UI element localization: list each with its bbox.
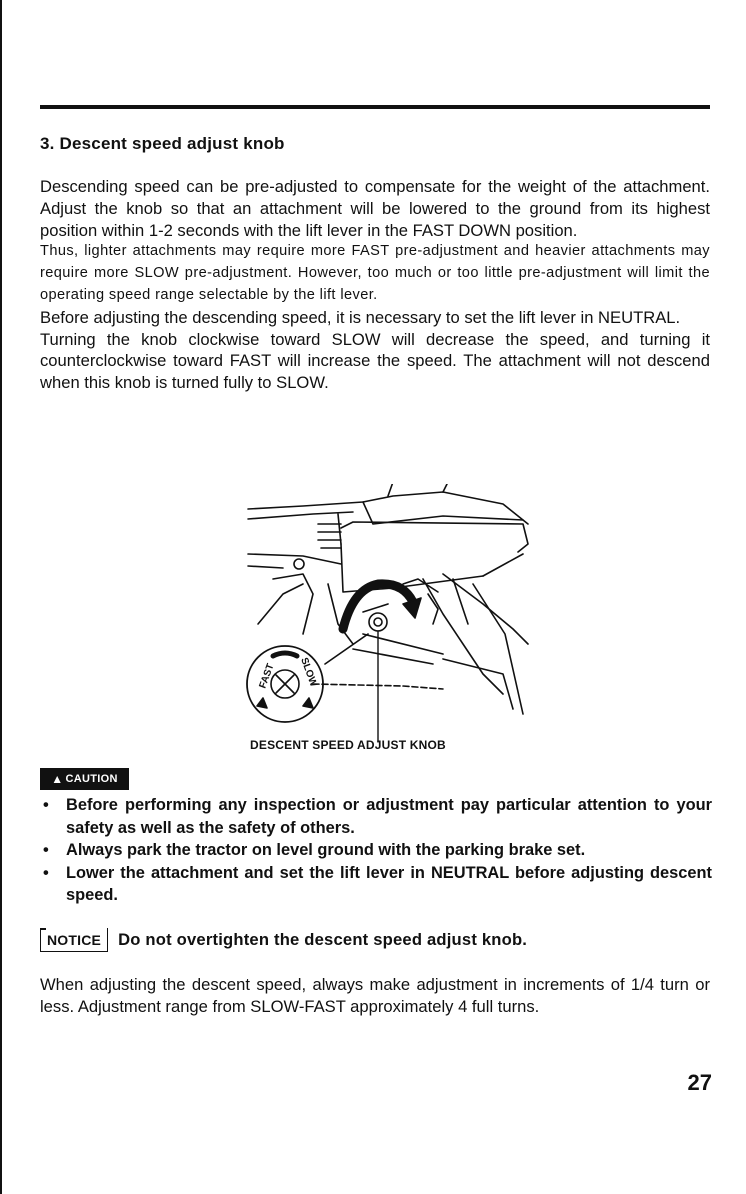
main-body-text — [40, 176, 710, 394]
paragraph-increments: When adjusting the descent speed, always make adjustment in increments of 1/4 turn or less. Adjustment range from SLOW-FAST approximately 4 full turns. — [40, 975, 710, 1016]
caution-item: • Always park the tractor on level ground with the parking brake set. — [40, 839, 712, 862]
paragraph-descending-speed: Descending speed can be pre-adjusted to compensate for the weight of the attachment. Adjust the knob so that an attachment will be lowered to the ground from its highest position within 1-2 seconds with the lift lever in the FAST DOWN position. — [40, 177, 710, 240]
dial-fast-label: FAST — [257, 662, 277, 691]
paragraph-neutral: Before adjusting the descending speed, it is necessary to set the lift lever in NEUTRAL. — [40, 307, 681, 327]
notice-label: NOTICE — [40, 928, 108, 952]
caution-list — [40, 794, 712, 907]
header-rule — [40, 105, 710, 109]
bullet-icon: • — [43, 841, 49, 860]
closing-body-text — [40, 974, 710, 1018]
paragraph-turning-knob: Turning the knob clockwise toward SLOW will decrease the speed, and turning it counterclockwise toward FAST will increase the speed. The attachment will not descend when this knob is turned fully to SLOW. — [40, 329, 710, 393]
paragraph-pre-adjustment: Thus, lighter attachments may require more FAST pre-adjustment and heavier attachments may require more SLOW pre-adjustment. However, too much or too little pre-adjustment will limit the operating speed range selectable by the lift lever. — [40, 243, 710, 303]
bullet-icon: • — [43, 863, 49, 882]
knob-drawing — [243, 484, 543, 754]
notice-row — [40, 928, 527, 952]
section-title: 3. Descent speed adjust knob — [40, 134, 285, 153]
notice-text: Do not overtighten the descent speed adjust knob. — [118, 930, 528, 949]
caution-label: CAUTION — [65, 773, 118, 785]
caution-badge — [40, 768, 129, 790]
knob-illustration — [243, 484, 543, 754]
warning-triangle-icon: ▲ — [51, 772, 64, 786]
caution-item: • Before performing any inspection or adjustment pay particular attention to your safety as well as the safety of others. — [43, 796, 712, 837]
dial-slow-label: SLOW — [298, 656, 319, 689]
bullet-icon: • — [43, 796, 49, 814]
page-number: 27 — [687, 1070, 712, 1095]
caution-item: • Lower the attachment and set the lift lever in NEUTRAL before adjusting descent speed. — [43, 863, 712, 905]
page-left-edge — [0, 0, 2, 1194]
figure-caption: DESCENT SPEED ADJUST KNOB — [250, 738, 446, 752]
